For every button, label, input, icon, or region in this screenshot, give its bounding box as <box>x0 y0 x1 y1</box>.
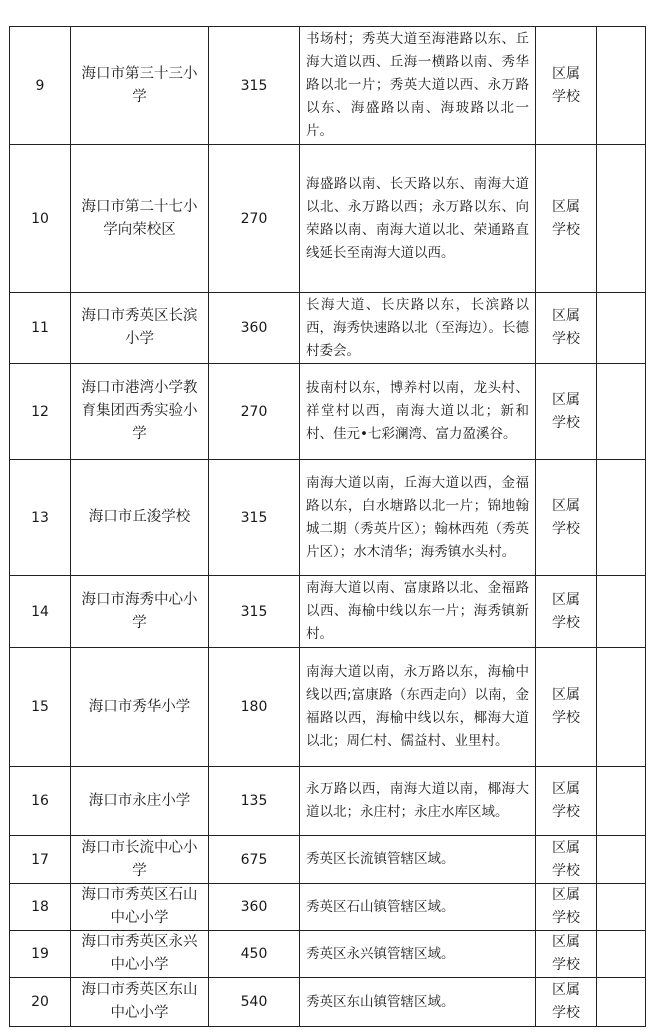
school-type: 区属学校 <box>536 293 597 364</box>
table-row <box>10 648 646 767</box>
remarks-cell <box>597 836 646 884</box>
school-type: 区属学校 <box>536 648 597 767</box>
row-number: 19 <box>10 931 71 978</box>
enrollment-count: 675 <box>209 836 300 884</box>
enrollment-count: 360 <box>209 884 300 931</box>
school-type: 区属学校 <box>536 27 597 145</box>
row-number: 17 <box>10 836 71 884</box>
remarks-cell <box>597 460 646 576</box>
row-number: 10 <box>10 145 71 293</box>
table-row <box>10 767 646 836</box>
catchment-area: 秀英区石山镇管辖区域。 <box>300 884 536 931</box>
catchment-area: 海盛路以南、长天路以东、南海大道以北、永万路以西；永万路以东、向荣路以南、南海大道以北、荣通路直线延长至南海大道以西。 <box>300 145 536 293</box>
row-number: 20 <box>10 978 71 1027</box>
school-type: 区属学校 <box>536 931 597 978</box>
catchment-area: 永万路以西，南海大道以南，椰海大道以北；永庄村；永庄水库区域。 <box>300 767 536 836</box>
remarks-cell <box>597 884 646 931</box>
school-name: 海口市秀英区永兴中心小学 <box>71 931 209 978</box>
remarks-cell <box>597 145 646 293</box>
catchment-area: 拔南村以东，博养村以南，龙头村、祥堂村以西，南海大道以北；新和村、佳元•七彩澜湾、富力盈溪谷。 <box>300 364 536 460</box>
row-number: 15 <box>10 648 71 767</box>
table-row <box>10 364 646 460</box>
school-name: 海口市秀英区长滨小学 <box>71 293 209 364</box>
table-row <box>10 978 646 1027</box>
remarks-cell <box>597 767 646 836</box>
school-type: 区属学校 <box>536 978 597 1027</box>
remarks-cell <box>597 27 646 145</box>
table-row <box>10 836 646 884</box>
row-number: 12 <box>10 364 71 460</box>
enrollment-count: 450 <box>209 931 300 978</box>
school-type: 区属学校 <box>536 576 597 648</box>
enrollment-count: 315 <box>209 576 300 648</box>
school-name: 海口市第二十七小学向荣校区 <box>71 145 209 293</box>
school-name: 海口市长流中心小学 <box>71 836 209 884</box>
table-row <box>10 931 646 978</box>
table-row <box>10 27 646 145</box>
catchment-area: 南海大道以南，丘海大道以西，金福路以东，白水塘路以北一片；锦地翰城二期（秀英片区）；翰林西苑（秀英片区）；水木清华；海秀镇水头村。 <box>300 460 536 576</box>
table-row <box>10 293 646 364</box>
catchment-area: 长海大道、长庆路以东，长滨路以西，海秀快速路以北（至海边）。长德村委会。 <box>300 293 536 364</box>
school-type: 区属学校 <box>536 884 597 931</box>
enrollment-count: 180 <box>209 648 300 767</box>
remarks-cell <box>597 978 646 1027</box>
remarks-cell <box>597 648 646 767</box>
catchment-area: 南海大道以南，永万路以东，海榆中线以西;富康路（东西走向）以南，金福路以西，海榆中线以东，椰海大道以北；周仁村、儒益村、业里村。 <box>300 648 536 767</box>
enrollment-count: 270 <box>209 145 300 293</box>
row-number: 18 <box>10 884 71 931</box>
enrollment-count: 540 <box>209 978 300 1027</box>
school-name: 海口市永庄小学 <box>71 767 209 836</box>
table-row <box>10 145 646 293</box>
table-row <box>10 460 646 576</box>
school-type: 区属学校 <box>536 460 597 576</box>
remarks-cell <box>597 576 646 648</box>
school-name: 海口市秀英区东山中心小学 <box>71 978 209 1027</box>
table-row <box>10 576 646 648</box>
row-number: 13 <box>10 460 71 576</box>
enrollment-count: 315 <box>209 460 300 576</box>
remarks-cell <box>597 364 646 460</box>
enrollment-count: 270 <box>209 364 300 460</box>
row-number: 11 <box>10 293 71 364</box>
enrollment-count: 315 <box>209 27 300 145</box>
school-type: 区属学校 <box>536 364 597 460</box>
school-name: 海口市海秀中心小学 <box>71 576 209 648</box>
remarks-cell <box>597 293 646 364</box>
row-number: 14 <box>10 576 71 648</box>
enrollment-table <box>9 26 646 1027</box>
school-type: 区属学校 <box>536 836 597 884</box>
catchment-area: 秀英区东山镇管辖区域。 <box>300 978 536 1027</box>
school-name: 海口市第三十三小学 <box>71 27 209 145</box>
catchment-area: 秀英区永兴镇管辖区域。 <box>300 931 536 978</box>
table-row <box>10 884 646 931</box>
row-number: 9 <box>10 27 71 145</box>
catchment-area: 秀英区长流镇管辖区域。 <box>300 836 536 884</box>
enrollment-count: 360 <box>209 293 300 364</box>
remarks-cell <box>597 931 646 978</box>
enrollment-count: 135 <box>209 767 300 836</box>
school-type: 区属学校 <box>536 145 597 293</box>
catchment-area: 书场村；秀英大道至海港路以东、丘海大道以西、丘海一横路以南、秀华路以北一片；秀英大道以西、永万路以东、海盛路以南、海玻路以北一片。 <box>300 27 536 145</box>
row-number: 16 <box>10 767 71 836</box>
school-name: 海口市港湾小学教育集团西秀实验小学 <box>71 364 209 460</box>
school-name: 海口市秀华小学 <box>71 648 209 767</box>
school-name: 海口市秀英区石山中心小学 <box>71 884 209 931</box>
catchment-area: 南海大道以南、富康路以北、金福路以西、海榆中线以东一片；海秀镇新村。 <box>300 576 536 648</box>
table-body <box>10 27 646 1027</box>
school-type: 区属学校 <box>536 767 597 836</box>
school-name: 海口市丘浚学校 <box>71 460 209 576</box>
